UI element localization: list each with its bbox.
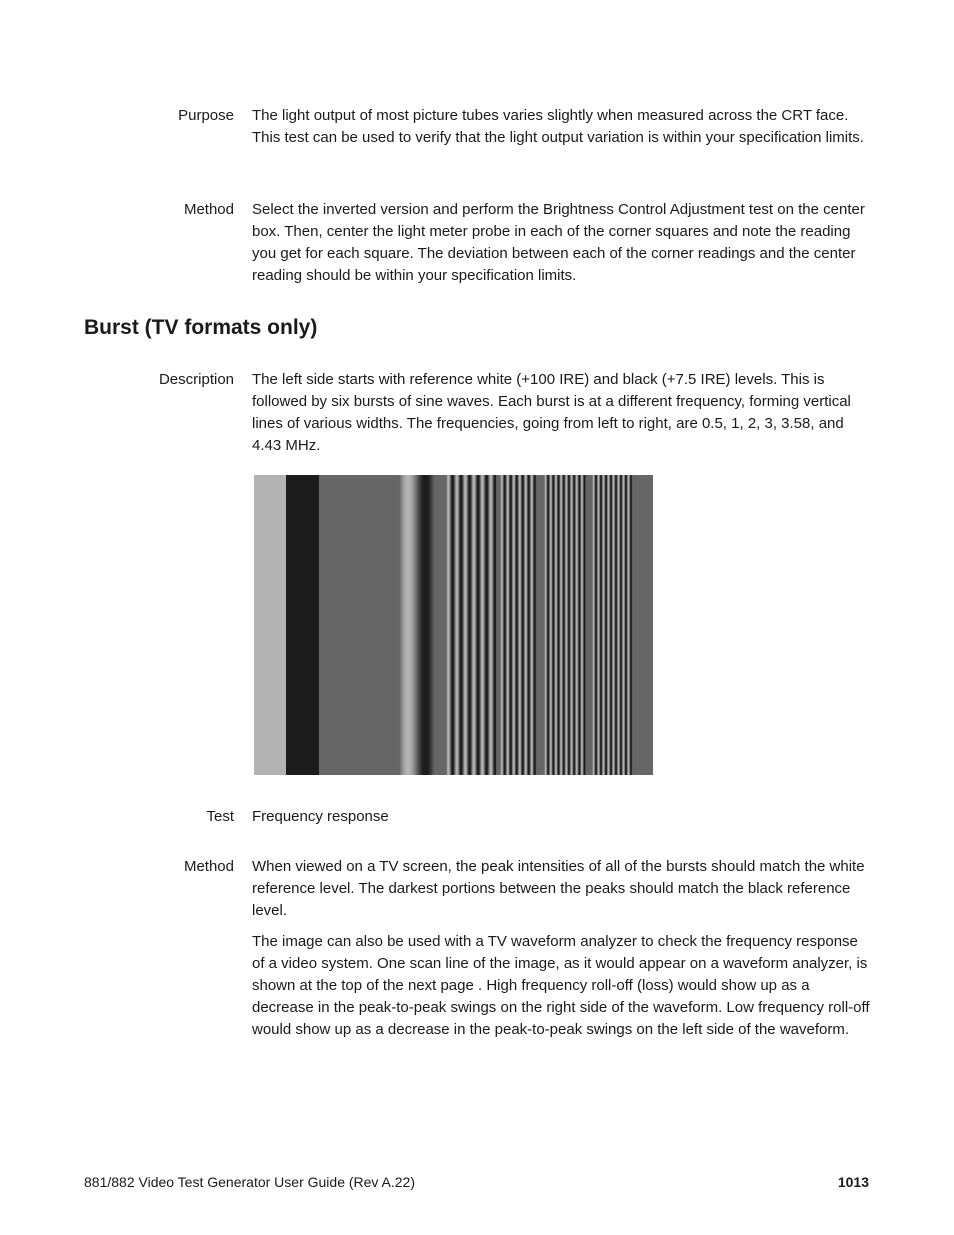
test-text: Frequency response bbox=[252, 808, 389, 825]
method-text-2a: When viewed on a TV screen, the peak intensities of all of the bursts should match the white reference level. The darkest portions between the peaks should match the black reference level. bbox=[252, 858, 865, 919]
method-text-1: Select the inverted version and perform the Brightness Control Adjustment test on the center box. Then, center the light meter probe in each of the corner squares and note the reading you get for each square. The deviation between each of the corner readings and the center reading should be within your specification limits. bbox=[252, 201, 865, 284]
purpose-text: The light output of most picture tubes varies slightly when measured across the CRT face. This test can be used to verify that the light output variation is within your specification limits. bbox=[252, 107, 864, 146]
purpose-label: Purpose bbox=[178, 107, 234, 124]
footer-doc-title: 881/882 Video Test Generator User Guide (Rev A.22) bbox=[84, 1174, 416, 1190]
method-label-2: Method bbox=[183, 858, 234, 875]
test-label: Test bbox=[206, 808, 234, 825]
burst-stripe bbox=[632, 475, 633, 775]
reference-black-bar bbox=[286, 475, 319, 775]
burst-pattern-image bbox=[254, 475, 653, 775]
description-text: The left side starts with reference white (+100 IRE) and black (+7.5 IRE) levels. This is followed by six bursts of sine waves. Each burst is at a different frequency, forming vertical lines of various widths. The frequencies, going from left to right, are 0.5, 1, 2, 3, 3.58, and 4.43 MHz. bbox=[252, 371, 851, 454]
section-title: Burst (TV formats only) bbox=[84, 316, 318, 339]
burst-stripe bbox=[496, 475, 497, 775]
description-label: Description bbox=[158, 371, 234, 388]
burst-stripe bbox=[586, 475, 587, 775]
burst-stripe bbox=[434, 475, 435, 775]
burst-stripe bbox=[536, 475, 537, 775]
method-label-1: Method bbox=[183, 201, 234, 218]
method-text-2b: The image can also be used with a TV waveform analyzer to check the frequency response of a video system. One scan line of the image, as it would appear on a waveform analyzer, is shown at the top of the next page . High frequency roll-off (loss) would show up as a decrease in the peak-to-peak swings on the right side of the waveform. Low frequency roll-off would show up as a decrease in the peak-to-peak swings on the left side of the waveform. bbox=[252, 933, 870, 1038]
footer-page-number: 1013 bbox=[837, 1174, 869, 1190]
reference-white-bar bbox=[254, 475, 286, 775]
